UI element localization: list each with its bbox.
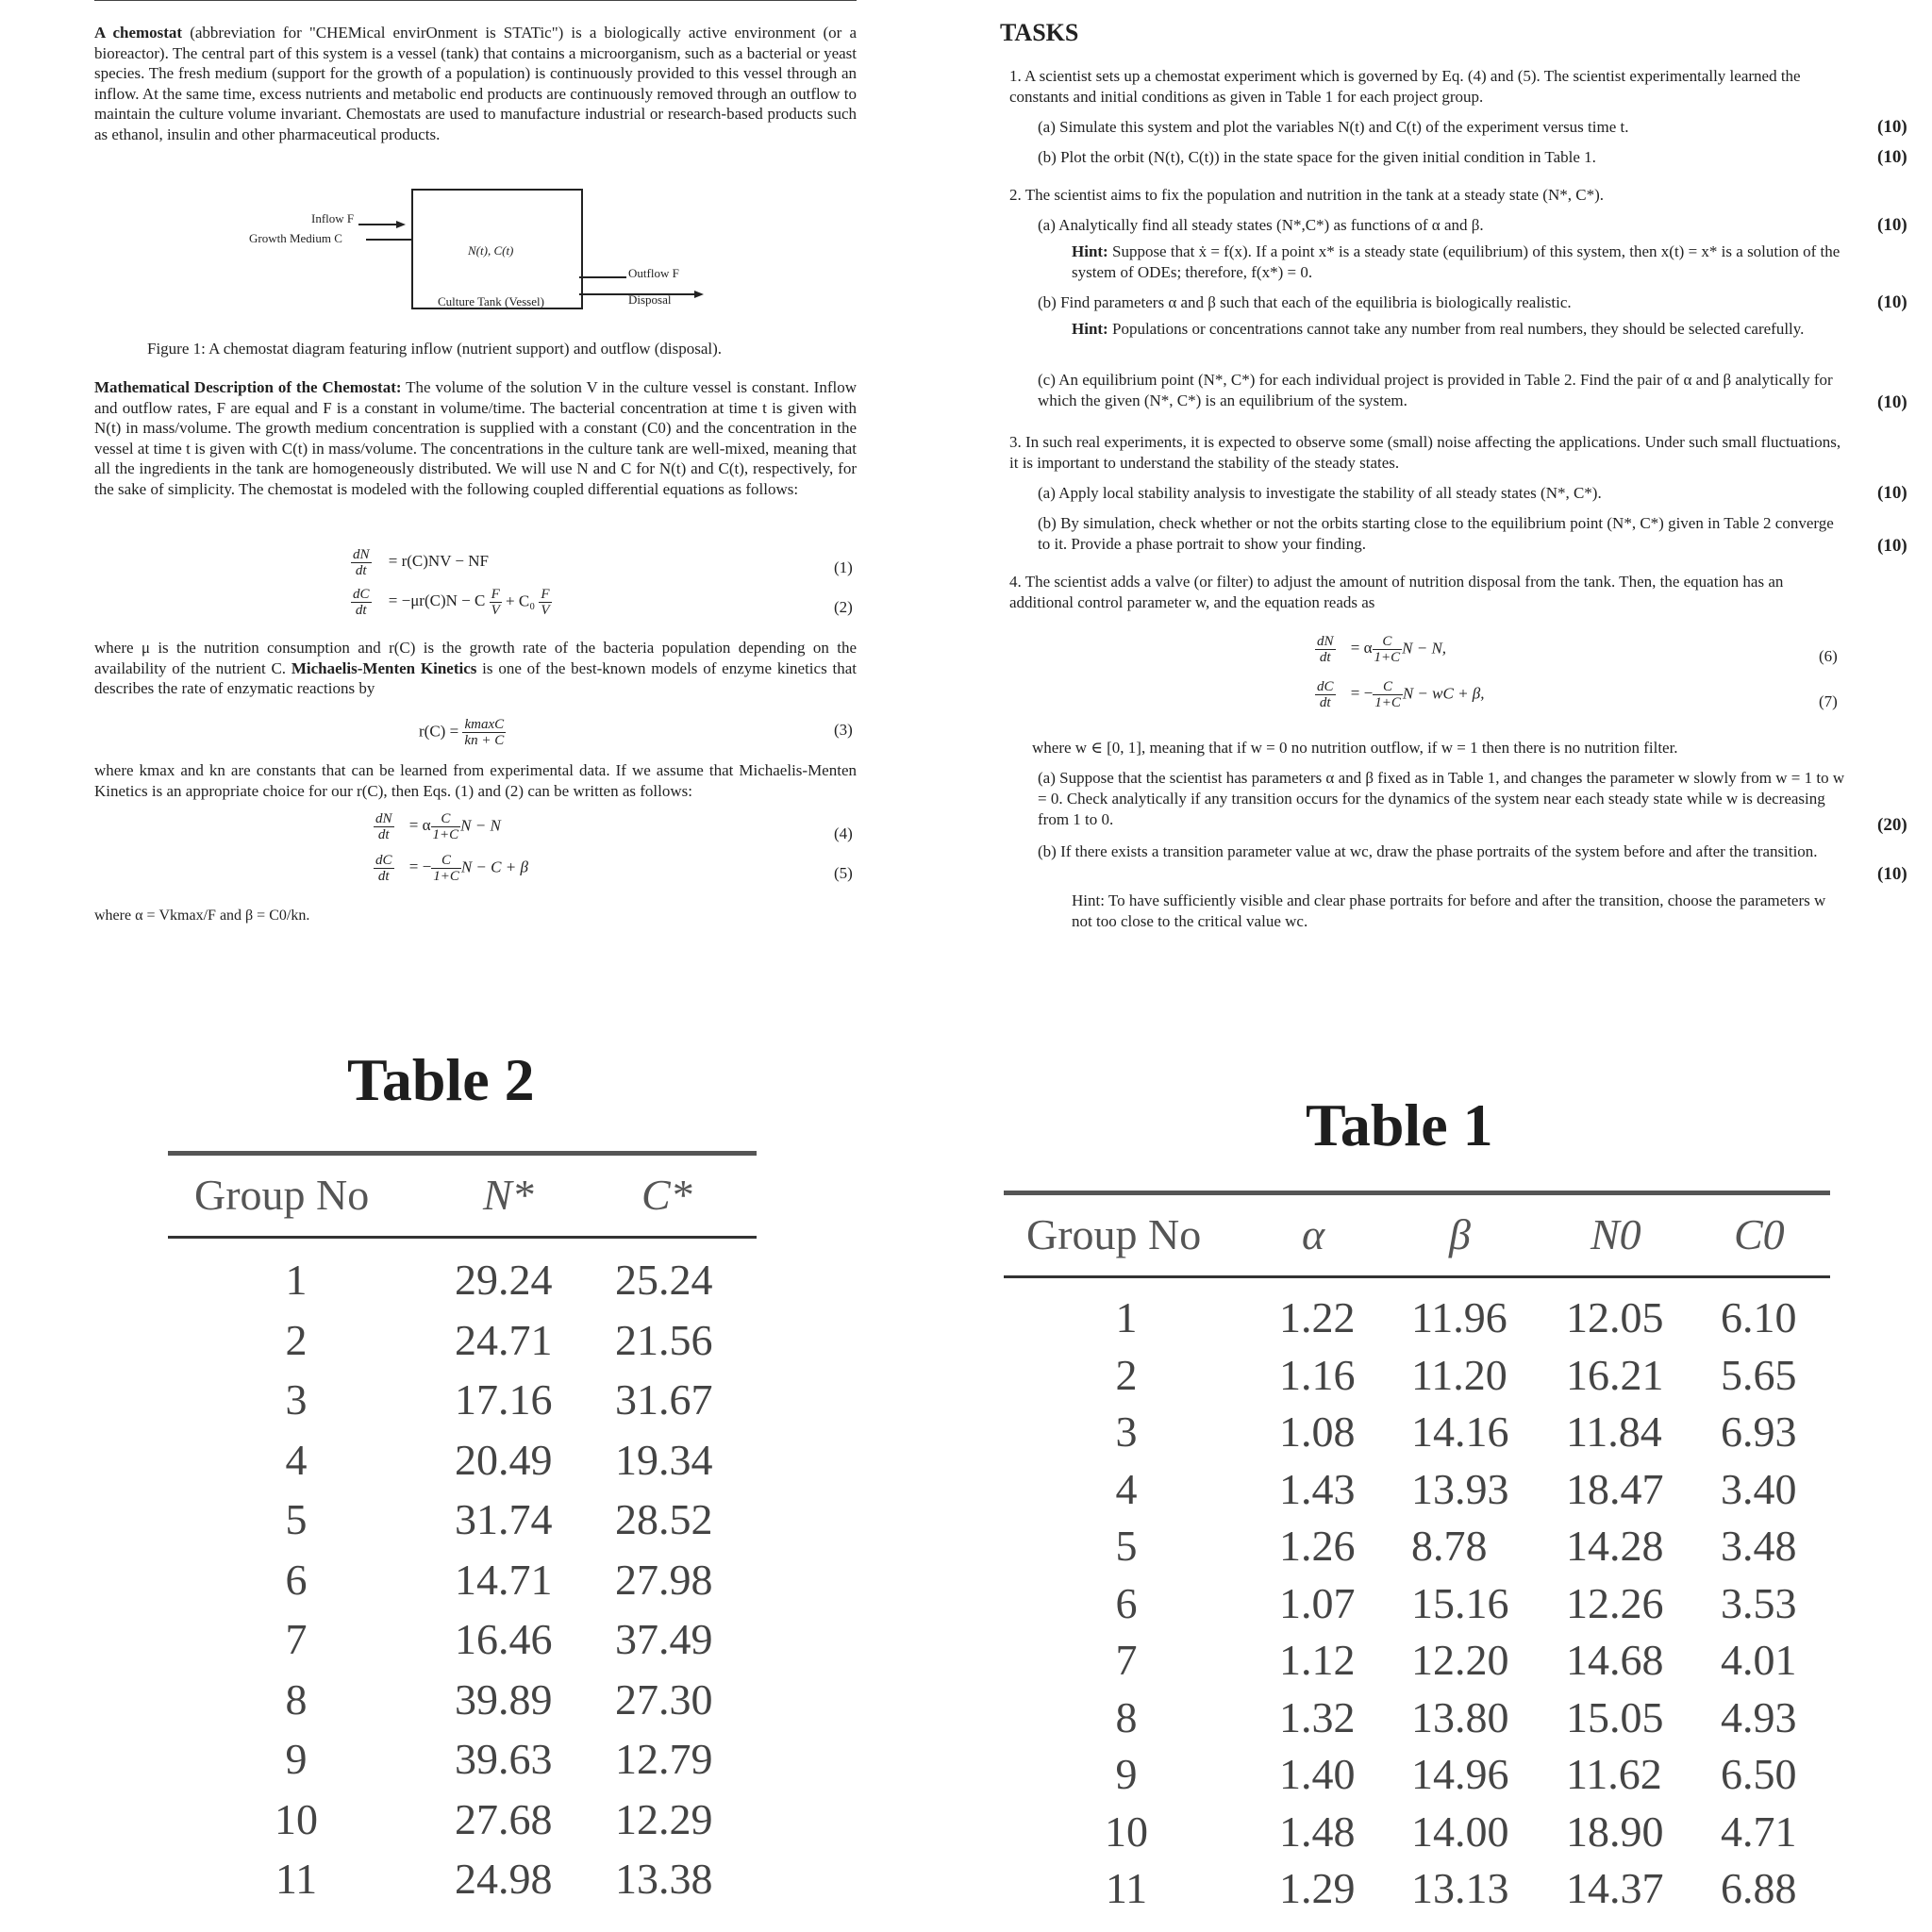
table1-header-alpha: α [1302, 1210, 1325, 1258]
table1-header-n0: N0 [1591, 1210, 1641, 1258]
marks-4a: (20) [1877, 815, 1907, 835]
table2-cell: 25.24 [615, 1256, 713, 1304]
table1-cell: 9 [1115, 1750, 1138, 1798]
table2-cell: 28.52 [615, 1495, 713, 1543]
task-4: 4. The scientist adds a valve (or filter) to adjust the amount of nutrition disposal from the tank. Then, the equation has an additional control parameter w, and the equation reads as [1009, 573, 1784, 611]
task-3b: (b) By simulation, check whether or not the orbits starting close to the equilibrium point (N*, C*) given in Table 2 converge to it. Provide a phase portrait to show your finding. [1038, 514, 1834, 553]
table1-cell: 3 [1115, 1407, 1138, 1456]
table1-cell: 4.01 [1721, 1636, 1797, 1684]
table1-cell: 4.93 [1721, 1692, 1797, 1741]
eqno-2: (2) [834, 598, 853, 616]
table2-cell: 24.71 [455, 1315, 553, 1364]
table2-cell: 27.30 [615, 1674, 713, 1724]
table2-cell: 14.71 [455, 1555, 553, 1604]
table1-header-rule [1004, 1275, 1830, 1278]
table1-cell: 2 [1115, 1350, 1138, 1399]
table1-cell: 1.32 [1279, 1692, 1356, 1741]
task-3: 3. In such real experiments, it is expected to observe some (small) noise affecting the applications. Under such small fluctuations, it is important to understand the stability of the steady states. [1009, 433, 1841, 472]
inflow-label: Inflow F [311, 211, 355, 225]
table1-cell: 5 [1115, 1522, 1138, 1570]
table1-cell: 1.29 [1279, 1864, 1356, 1912]
header-rule [94, 0, 857, 1]
table2-title: Table 2 [347, 1046, 535, 1113]
tank-content-label: N(t), C(t) [468, 243, 514, 258]
eqno-5: (5) [834, 864, 853, 882]
table1-cell: 11.96 [1411, 1293, 1507, 1341]
intro-paragraph: A chemostat (abbreviation for "CHEMical envirOnment is STATic") is a biologically active environment (or a bioreactor). The central part of this system is a vessel (tank) that contains a microorganism, such as a bacterial or yeast species. The fresh medium (support for the growth of a population) is continuously provided to this vessel through an inflow. At the same time, excess nutrients and metabolic end products are continuously removed through an outflow to maintain the culture volume invariant. Chemostats are used to manufacture industrial or research-based products such as ethanol, insulin and other pharmaceutical products. [94, 24, 857, 143]
table2-cell: 7 [285, 1615, 308, 1663]
table1-cell: 15.16 [1411, 1578, 1509, 1627]
table1-cell: 8 [1115, 1692, 1138, 1741]
eqno-4: (4) [834, 824, 853, 842]
equation-7: $\frac{dC}{dt}$ = − $\frac{C}{1+C}$ N − wC + β, [1317, 679, 1485, 710]
equation-5: $\frac{dC}{dt}$ = − $\frac{C}{1+C}$ N − C + β [375, 853, 528, 884]
table1-cell: 11 [1105, 1864, 1148, 1912]
task-4-where: where w ∈ [0, 1], meaning that if w = 0 no nutrition outflow, if w = 1 then there is no nutrition filter. [1032, 739, 1678, 757]
table2-cell: 1 [285, 1256, 308, 1304]
eqno-6: (6) [1819, 647, 1838, 665]
table1-cell: 18.90 [1566, 1807, 1664, 1856]
table1-cell: 13.93 [1411, 1464, 1509, 1513]
marks-2b: (10) [1877, 292, 1907, 312]
equation-4: $\frac{dN}{dt}$ = α $\frac{C}{1+C}$ N − N [375, 811, 501, 842]
equation-3: r(C) = $\frac{kmaxC}{kn + C}$ [419, 717, 505, 748]
table2-header-rule [168, 1236, 757, 1239]
table2-cell: 5 [285, 1495, 308, 1543]
table1-cell: 3.53 [1721, 1578, 1797, 1627]
table1-cell: 1.40 [1279, 1750, 1356, 1798]
tasks-title: TASKS [1000, 19, 1079, 46]
table2-cell: 8 [285, 1674, 308, 1724]
task-2c: (c) An equilibrium point (N*, C*) for each individual project is provided in Table 2. Find the pair of α and β analytically for which the given (N*, C*) is an equilibrium of the system. [1038, 371, 1833, 409]
table1-cell: 12.26 [1566, 1578, 1664, 1627]
where-alpha-line: where α = Vkmax/F and β = C0/kn. [94, 908, 310, 924]
table1-header-group: Group No [1026, 1210, 1202, 1258]
marks-3a: (10) [1877, 483, 1907, 503]
culture-tank-label: Culture Tank (Vessel) [438, 294, 544, 308]
marks-1b: (10) [1877, 147, 1907, 167]
table1-cell: 18.47 [1566, 1464, 1664, 1513]
table2-header-group: Group No [194, 1171, 370, 1219]
marks-2c: (10) [1877, 392, 1907, 412]
task-4b: (b) If there exists a transition parameter value at wc, draw the phase portraits of the system before and after the transition. [1038, 842, 1818, 860]
table1-cell: 16.21 [1566, 1350, 1664, 1399]
table1-cell: 3.48 [1721, 1522, 1797, 1570]
task-4-hint: Hint: To have sufficiently visible and clear phase portraits for before and after the transition, choose the parameters w not too close to the critical value wc. [1072, 891, 1826, 930]
table2-cell: 24.98 [455, 1855, 553, 1903]
table2-cell: 27.68 [455, 1794, 553, 1843]
table1-cell: 14.37 [1566, 1864, 1664, 1912]
table1-cell: 11.84 [1566, 1407, 1662, 1456]
task-2: 2. The scientist aims to fix the population and nutrition in the tank at a steady state (N*, C*). [1009, 186, 1604, 204]
marks-4b: (10) [1877, 864, 1907, 884]
outflow-label: Outflow F [628, 266, 679, 280]
table2-cell: 13.38 [615, 1855, 713, 1903]
table2-cell: 39.63 [455, 1735, 553, 1783]
table1-cell: 11.20 [1411, 1350, 1507, 1399]
table1-cell: 1.26 [1279, 1522, 1356, 1570]
table1-cell: 14.28 [1566, 1522, 1664, 1570]
table2-cell: 4 [285, 1435, 308, 1484]
where-k-paragraph: where kmax and kn are constants that can be learned from experimental data. If we assume that Michaelis-Menten Kinetics is an appropriate choice for our r(C), then Eqs. (1) and (2) can be written as follows: [94, 761, 857, 800]
growth-medium-label: Growth Medium C [249, 231, 342, 245]
marks-2a: (10) [1877, 215, 1907, 235]
table2-cell: 21.56 [615, 1315, 713, 1364]
table1-cell: 5.65 [1721, 1350, 1797, 1399]
task-4a: (a) Suppose that the scientist has parameters α and β fixed as in Table 1, and changes the parameter w slowly from w = 1 to w = 0. Check analytically if any transition occurs for the dynamics of the system near each steady state while w is decreasing from 1 to 0. [1038, 769, 1845, 828]
table1-cell: 1 [1115, 1293, 1138, 1341]
table1-cell: 8.78 [1411, 1522, 1488, 1570]
table1-cell: 12.05 [1566, 1293, 1664, 1341]
table1-cell: 1.16 [1279, 1350, 1356, 1399]
table2-cell: 9 [285, 1735, 308, 1783]
where-mu-paragraph: where μ is the nutrition consumption and r(C) is the growth rate of the bacteria population depending on the availability of the nutrient C. Michaelis-Menten Kinetics is one of the best-known models of enzyme kinetics that describes the rate of enzymatic reactions by [94, 639, 857, 697]
table1-cell: 6.88 [1721, 1864, 1797, 1912]
task-2a-hint: Hint: Suppose that ẋ = f(x). If a point x* is a steady state (equilibrium) of this system, then x(t) = x* is a solution of the system of ODEs; therefore, f(x*) = 0. [1072, 242, 1840, 281]
table1-cell: 4.71 [1721, 1807, 1797, 1856]
marks-3b: (10) [1877, 536, 1907, 556]
table1-cell: 4 [1115, 1464, 1138, 1513]
table1-top-rule [1004, 1191, 1830, 1195]
table2-cell: 19.34 [615, 1435, 713, 1484]
table2-cell: 11 [275, 1855, 318, 1903]
task-2b: (b) Find parameters α and β such that each of the equilibria is biologically realistic. [1038, 293, 1572, 311]
table2-cell: 6 [285, 1555, 308, 1604]
equation-1: $\frac{dN}{dt}$ = r(C)NV − NF [353, 547, 489, 578]
figure-caption: Figure 1: A chemostat diagram featuring inflow (nutrient support) and outflow (disposal). [147, 340, 723, 358]
chemostat-diagram [236, 185, 726, 317]
table1-cell: 14.16 [1411, 1407, 1509, 1456]
table1-cell: 3.40 [1721, 1464, 1797, 1513]
table1-cell: 14.96 [1411, 1750, 1509, 1798]
table2-header-cstar: C* [641, 1171, 692, 1219]
table1-header-c0: C0 [1734, 1210, 1785, 1258]
table1-cell: 6.50 [1721, 1750, 1797, 1798]
table2-cell: 10 [275, 1794, 318, 1843]
table1-cell: 11.62 [1566, 1750, 1662, 1798]
table1-cell: 1.48 [1279, 1807, 1356, 1856]
table2-header-nstar: N* [483, 1171, 534, 1219]
table2-cell: 29.24 [455, 1256, 553, 1304]
table1-cell: 10 [1105, 1807, 1148, 1856]
table2-cell: 12.29 [615, 1794, 713, 1843]
task-1a: (a) Simulate this system and plot the variables N(t) and C(t) of the experiment versus time t. [1038, 118, 1629, 136]
table1-cell: 1.22 [1279, 1293, 1356, 1341]
table1-title: Table 1 [1306, 1091, 1493, 1158]
table2-cell: 2 [285, 1315, 308, 1364]
table2-cell: 20.49 [455, 1435, 553, 1484]
table1-cell: 13.80 [1411, 1692, 1509, 1741]
table1-cell: 1.12 [1279, 1636, 1356, 1684]
equation-6: $\frac{dN}{dt}$ = α $\frac{C}{1+C}$ N − N, [1317, 634, 1447, 665]
table2-cell: 12.79 [615, 1735, 713, 1783]
table1-cell: 6.10 [1721, 1293, 1797, 1341]
task-2b-hint: Hint: Populations or concentrations cannot take any number from real numbers, they should be selected carefully. [1072, 320, 1805, 338]
table1-cell: 14.00 [1411, 1807, 1509, 1856]
marks-1a: (10) [1877, 117, 1907, 137]
table2-top-rule [168, 1151, 757, 1156]
table2-cell: 31.74 [455, 1495, 553, 1543]
table1-cell: 1.08 [1279, 1407, 1356, 1456]
table2-cell: 37.49 [615, 1615, 713, 1663]
equation-2: $\frac{dC}{dt}$ = −μr(C)N − C $\frac{F}{V}$ + C₀ $\frac{F}{V}$ [353, 587, 550, 618]
math-description: Mathematical Description of the Chemostat: The volume of the solution V in the culture vessel is constant. Inflow and outflow rates, F are equal and F is a constant in volume/time. The bacterial concentration at time t is given with N(t) in mass/volume. The growth medium concentration is supplied with a constant (C0) and the concentration in the vessel at time t is given with C(t) in mass/volume. The concentrations in the culture tank are well-mixed, meaning that all the ingredients in the tank are homogeneously distributed. We will use N and C for N(t) and C(t), respectively, for the sake of simplicity. The chemostat is modeled with the following coupled differential equations as follows: [94, 378, 857, 498]
table2-cell: 27.98 [615, 1555, 713, 1604]
table2-cell: 16.46 [455, 1615, 553, 1663]
table1-cell: 12.20 [1411, 1636, 1509, 1684]
eqno-3: (3) [834, 721, 853, 739]
table1-cell: 15.05 [1566, 1692, 1664, 1741]
table1-header-beta: β [1449, 1210, 1471, 1258]
table1-cell: 1.07 [1279, 1578, 1356, 1627]
table1-cell: 6 [1115, 1578, 1138, 1627]
task-1b: (b) Plot the orbit (N(t), C(t)) in the state space for the given initial condition in Table 1. [1038, 148, 1596, 166]
table1-cell: 13.13 [1411, 1864, 1509, 1912]
task-3a: (a) Apply local stability analysis to investigate the stability of all steady states (N*, C*). [1038, 484, 1602, 502]
task-1: 1. A scientist sets up a chemostat experiment which is governed by Eq. (4) and (5). The scientist experimentally learned the constants and initial conditions as given in Table 1 for each project group. [1009, 67, 1801, 106]
table1-cell: 14.68 [1566, 1636, 1664, 1684]
eqno-7: (7) [1819, 692, 1838, 710]
table2-cell: 17.16 [455, 1375, 553, 1424]
eqno-1: (1) [834, 558, 853, 576]
task-2a: (a) Analytically find all steady states (N*,C*) as functions of α and β. [1038, 216, 1484, 234]
table2-cell: 39.89 [455, 1674, 553, 1724]
table1-cell: 6.93 [1721, 1407, 1797, 1456]
table1-cell: 1.43 [1279, 1464, 1356, 1513]
disposal-label: Disposal [628, 292, 672, 307]
table2-cell: 31.67 [615, 1375, 713, 1424]
table1-cell: 7 [1115, 1636, 1138, 1684]
table2-cell: 3 [285, 1375, 308, 1424]
